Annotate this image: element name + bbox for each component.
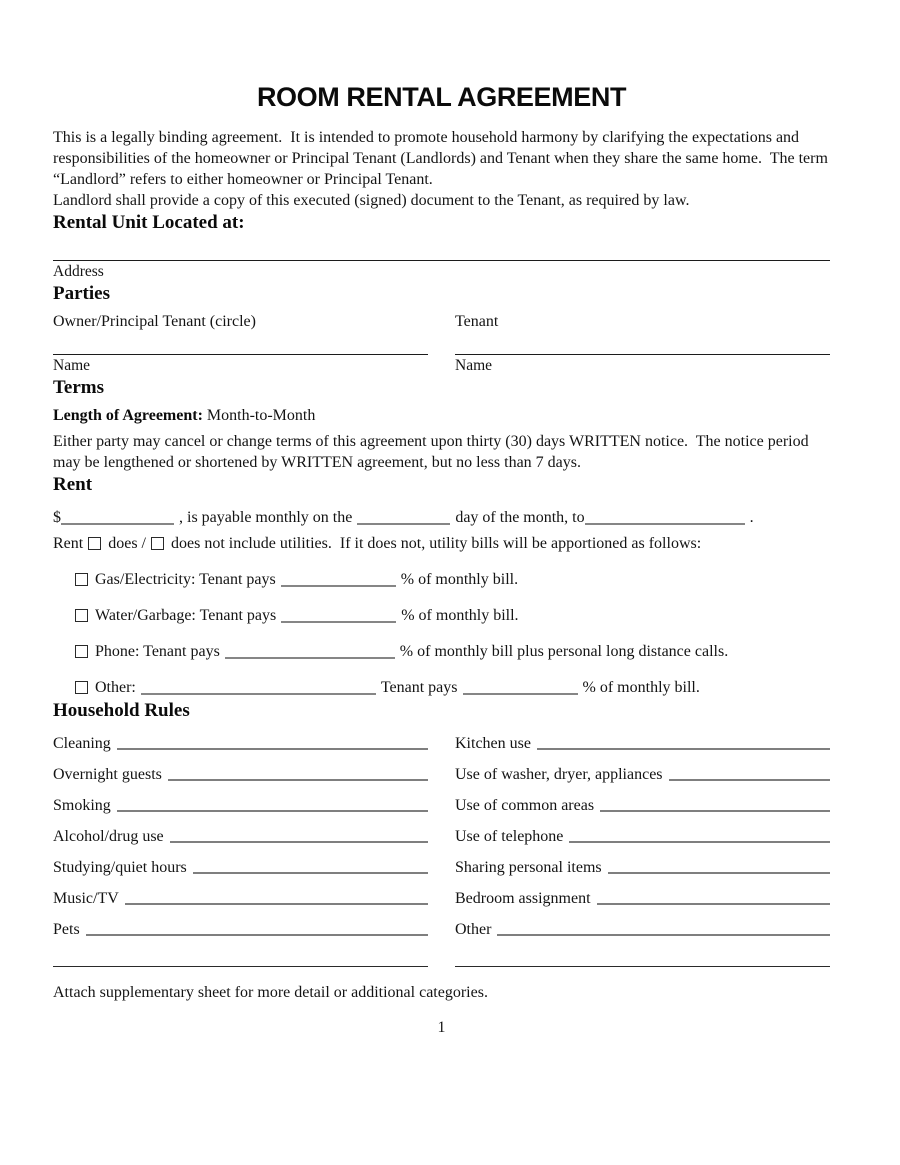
water-garbage-label: Water/Garbage: Tenant pays bbox=[95, 607, 277, 624]
rent-utilities-line bbox=[53, 533, 830, 555]
rent-payable-text-1: , is payable monthly on the bbox=[179, 509, 353, 526]
rent-payable-text-2: day of the month, to bbox=[455, 509, 585, 526]
phone-checkbox[interactable] bbox=[75, 645, 88, 658]
phone-suffix: % of monthly bill plus personal long distance calls. bbox=[399, 643, 729, 660]
rule-label: Use of washer, dryer, appliances bbox=[455, 766, 663, 783]
rule-row-sharing-personal-items bbox=[455, 859, 830, 877]
utility-row-gas-electricity bbox=[53, 569, 830, 591]
does-not-include-utilities-checkbox[interactable] bbox=[151, 537, 164, 550]
rule-row-cleaning bbox=[53, 735, 428, 753]
rule-label: Overnight guests bbox=[53, 766, 162, 783]
rule-fill-line[interactable] bbox=[608, 872, 830, 874]
gas-electricity-percent-blank[interactable] bbox=[281, 571, 396, 587]
other-utility-mid: Tenant pays bbox=[380, 679, 458, 696]
does-include-utilities-checkbox[interactable] bbox=[88, 537, 101, 550]
rule-row-common-areas bbox=[455, 797, 830, 815]
phone-label: Phone: Tenant pays bbox=[95, 643, 220, 660]
rent-payable-period: . bbox=[749, 509, 754, 526]
intro-paragraph-2: Landlord shall provide a copy of this executed (signed) document to the Tenant, as required by law. bbox=[53, 192, 690, 209]
rule-fill-line[interactable] bbox=[193, 872, 428, 874]
rule-row-studying-quiet-hours bbox=[53, 859, 428, 877]
rule-label: Music/TV bbox=[53, 890, 119, 907]
rule-label: Smoking bbox=[53, 797, 111, 814]
other-utility-name-blank[interactable] bbox=[141, 679, 376, 695]
rent-utilities-text-1: Rent bbox=[53, 535, 84, 552]
utility-row-water-garbage bbox=[53, 605, 830, 627]
rule-label: Pets bbox=[53, 921, 80, 938]
rent-utilities-text-2: does / bbox=[108, 535, 146, 552]
rule-label: Other bbox=[455, 921, 492, 938]
rule-row-music-tv bbox=[53, 890, 428, 908]
rent-utilities-text-3: does not include utilities. If it does not, utility bills will be apportioned as follows: bbox=[171, 535, 702, 552]
rule-fill-line[interactable] bbox=[117, 748, 428, 750]
rent-payee-blank[interactable] bbox=[585, 509, 745, 525]
rent-due-day-blank[interactable] bbox=[357, 509, 450, 525]
rent-heading: Rent bbox=[53, 474, 93, 495]
rule-label: Sharing personal items bbox=[455, 859, 602, 876]
rule-fill-line[interactable] bbox=[669, 779, 830, 781]
rule-fill-line[interactable] bbox=[170, 841, 428, 843]
rule-label: Kitchen use bbox=[455, 735, 531, 752]
rule-row-overnight-guests bbox=[53, 766, 428, 784]
rule-row-washer-dryer-appliances bbox=[455, 766, 830, 784]
page-number: 1 bbox=[437, 1019, 446, 1036]
owner-principal-tenant-label: Owner/Principal Tenant (circle) bbox=[53, 313, 256, 330]
parties-heading: Parties bbox=[53, 283, 110, 304]
rule-row-extra-left bbox=[53, 952, 428, 970]
rule-label: Use of common areas bbox=[455, 797, 595, 814]
rule-row-alcohol-drug-use bbox=[53, 828, 428, 846]
rule-label: Bedroom assignment bbox=[455, 890, 591, 907]
rule-fill-line[interactable] bbox=[53, 966, 428, 967]
length-of-agreement-label: Length of Agreement: bbox=[53, 407, 203, 424]
address-line[interactable] bbox=[53, 260, 830, 261]
other-utility-label: Other: bbox=[95, 679, 136, 696]
other-utility-suffix: % of monthly bill. bbox=[582, 679, 700, 696]
dollar-sign: $ bbox=[53, 509, 61, 526]
rule-label: Studying/quiet hours bbox=[53, 859, 187, 876]
rule-fill-line[interactable] bbox=[600, 810, 830, 812]
rule-row-other bbox=[455, 921, 830, 939]
rule-label: Cleaning bbox=[53, 735, 111, 752]
rule-fill-line[interactable] bbox=[497, 934, 830, 936]
water-garbage-percent-blank[interactable] bbox=[281, 607, 396, 623]
household-rules-right-column bbox=[455, 735, 830, 983]
rule-fill-line[interactable] bbox=[569, 841, 830, 843]
household-rules-left-column bbox=[53, 735, 428, 983]
rule-label: Use of telephone bbox=[455, 828, 564, 845]
other-utility-checkbox[interactable] bbox=[75, 681, 88, 694]
rule-fill-line[interactable] bbox=[597, 903, 830, 905]
water-garbage-checkbox[interactable] bbox=[75, 609, 88, 622]
rule-row-extra-right bbox=[455, 952, 830, 970]
rule-fill-line[interactable] bbox=[455, 966, 830, 967]
other-utility-percent-blank[interactable] bbox=[463, 679, 578, 695]
rule-fill-line[interactable] bbox=[86, 934, 428, 936]
tenant-name-line[interactable] bbox=[455, 354, 830, 355]
rule-fill-line[interactable] bbox=[537, 748, 830, 750]
gas-electricity-label: Gas/Electricity: Tenant pays bbox=[95, 571, 276, 588]
phone-percent-blank[interactable] bbox=[225, 643, 395, 659]
document-title: ROOM RENTAL AGREEMENT bbox=[256, 82, 627, 112]
rent-amount-blank[interactable] bbox=[61, 509, 174, 525]
supplementary-note: Attach supplementary sheet for more detail or additional categories. bbox=[53, 984, 488, 1001]
rule-fill-line[interactable] bbox=[168, 779, 428, 781]
rule-row-smoking bbox=[53, 797, 428, 815]
owner-name-label: Name bbox=[53, 357, 91, 374]
rule-fill-line[interactable] bbox=[117, 810, 428, 812]
rule-label: Alcohol/drug use bbox=[53, 828, 164, 845]
length-of-agreement-value: Month-to-Month bbox=[206, 407, 316, 424]
intro-paragraph-1: This is a legally binding agreement. It is intended to promote household harmony by clarifying the expectations and responsibilities of the homeowner or Principal Tenant (Landlords) and Tenant when they share the same home. The term “Landlord” refers to either homeowner or Principal Tenant. bbox=[53, 129, 832, 188]
tenant-name-label: Name bbox=[455, 357, 493, 374]
rental-unit-heading: Rental Unit Located at: bbox=[53, 212, 245, 233]
length-of-agreement-line bbox=[53, 405, 830, 426]
household-rules-heading: Household Rules bbox=[53, 700, 190, 721]
rule-row-bedroom-assignment bbox=[455, 890, 830, 908]
utility-row-phone bbox=[53, 641, 830, 663]
gas-electricity-checkbox[interactable] bbox=[75, 573, 88, 586]
tenant-label: Tenant bbox=[455, 313, 499, 330]
water-garbage-suffix: % of monthly bill. bbox=[401, 607, 519, 624]
rule-row-kitchen-use bbox=[455, 735, 830, 753]
rule-fill-line[interactable] bbox=[125, 903, 428, 905]
owner-name-line[interactable] bbox=[53, 354, 428, 355]
utility-row-other bbox=[53, 677, 830, 699]
rule-row-pets bbox=[53, 921, 428, 939]
rule-row-telephone bbox=[455, 828, 830, 846]
terms-body: Either party may cancel or change terms of this agreement upon thirty (30) days WRITTEN notice. The notice period may be lengthened or shortened by WRITTEN agreement, but no less than 7 days. bbox=[53, 433, 813, 471]
rent-payable-line bbox=[53, 507, 830, 529]
terms-heading: Terms bbox=[53, 377, 105, 398]
address-label: Address bbox=[53, 263, 104, 280]
gas-electricity-suffix: % of monthly bill. bbox=[400, 571, 519, 588]
